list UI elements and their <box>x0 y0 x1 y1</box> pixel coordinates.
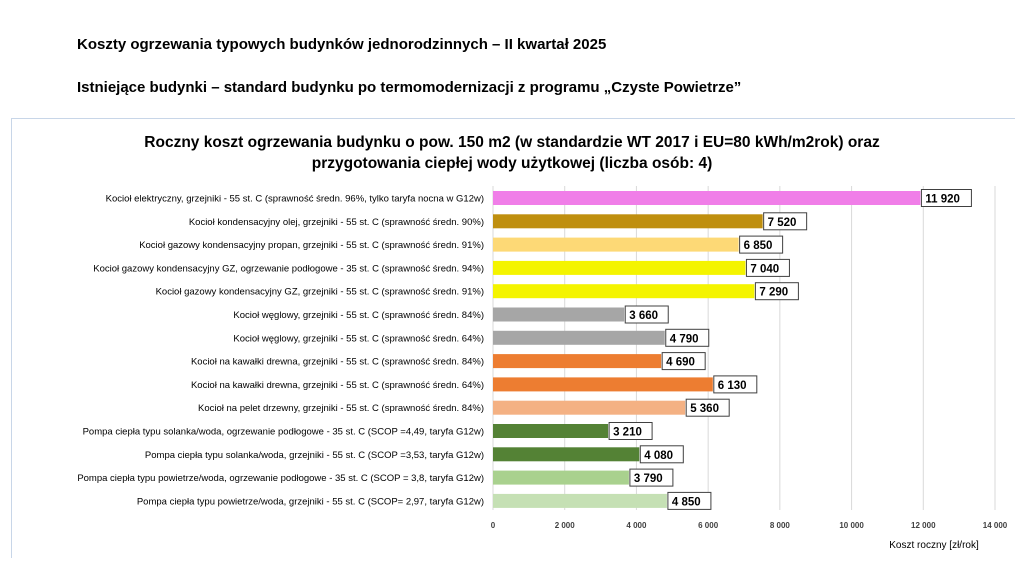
data-label-text: 7 040 <box>750 263 780 276</box>
bar <box>493 191 920 205</box>
bar <box>493 261 745 275</box>
bar <box>493 447 639 461</box>
data-label-text: 3 210 <box>613 426 642 439</box>
x-tick-label: 6 000 <box>698 521 719 530</box>
category-label: Kocioł na kawałki drewna, grzejniki - 55 st. C (sprawność średn. 84%) <box>190 356 484 368</box>
bar <box>493 494 667 508</box>
bars <box>493 191 920 508</box>
category-label: Kocioł na kawałki drewna, grzejniki - 55 st. C (sprawność średn. 64%) <box>190 379 484 391</box>
data-label-text: 6 130 <box>717 379 747 392</box>
category-labels <box>77 194 484 508</box>
data-label-text: 3 660 <box>629 310 659 322</box>
data-label-text: 7 520 <box>767 216 797 229</box>
data-label <box>686 399 729 416</box>
x-tick-labels <box>491 521 1008 530</box>
gridlines <box>493 186 995 510</box>
x-tick-label: 4 000 <box>626 521 647 530</box>
category-label: Kocioł gazowy kondensacyjny propan, grzejniki - 55 st. C (sprawność średn. 91%) <box>139 240 484 252</box>
data-label-text: 4 080 <box>644 449 674 462</box>
data-labels <box>609 190 971 510</box>
data-label <box>668 492 711 509</box>
bar <box>493 284 754 298</box>
data-label <box>609 423 652 440</box>
page-heading: Koszty ogrzewania typowych budynków jednorodzinnych – II kwartał 2025 <box>77 36 607 53</box>
x-tick-label: 8 000 <box>769 521 790 530</box>
x-tick-label: 2 000 <box>554 521 575 530</box>
data-label-text: 4 690 <box>666 356 695 369</box>
bar <box>493 401 685 415</box>
bar <box>493 471 629 485</box>
bar <box>493 331 665 345</box>
data-label-text: 7 290 <box>759 286 789 299</box>
data-label <box>625 306 668 323</box>
bar <box>493 377 713 391</box>
data-label <box>640 446 683 463</box>
category-label: Kocioł węglowy, grzejniki - 55 st. C (sprawność średn. 64%) <box>233 333 484 345</box>
x-tick-label: 10 000 <box>839 521 864 530</box>
bar <box>493 238 739 252</box>
data-label-text: 4 850 <box>671 496 701 509</box>
category-label: Kocioł gazowy kondensacyjny GZ, ogrzewanie podłogowe - 35 st. C (sprawność średn. 94%) <box>93 263 484 275</box>
data-label-text: 11 920 <box>925 193 960 206</box>
data-label-text: 6 850 <box>743 240 773 253</box>
x-axis-label: Koszt roczny [zł/rok] <box>889 540 979 551</box>
category-label: Kocioł na pelet drzewny, grzejniki - 55 st. C (sprawność średn. 84%) <box>197 403 484 415</box>
category-label: Kocioł gazowy kondensacyjny GZ, grzejniki - 55 st. C (sprawność średn. 91%) <box>155 286 484 298</box>
category-label: Kocioł kondensacyjny olej, grzejniki - 55 st. C (sprawność średn. 90%) <box>188 216 484 228</box>
data-label <box>666 329 709 346</box>
data-label-text: 4 790 <box>669 333 699 346</box>
page-subheading: Istniejące budynki – standard budynku po termomodernizacji z programu „Czyste Powietrze” <box>77 79 742 96</box>
data-label <box>630 469 673 486</box>
data-label <box>764 213 807 230</box>
data-label <box>662 353 705 370</box>
category-label: Pompa ciepła typu powietrze/woda, grzejniki - 55 st. C (SCOP= 2,97, taryfa G12w) <box>136 496 484 508</box>
category-label: Pompa ciepła typu solanka/woda, ogrzewanie podłogowe - 35 st. C (SCOP =4,49, taryfa G12w) <box>82 426 484 438</box>
bar <box>493 424 608 438</box>
x-tick-label: 0 <box>490 521 496 530</box>
category-label: Pompa ciepła typu solanka/woda, grzejniki - 55 st. C (SCOP =3,53, taryfa G12w) <box>144 449 484 461</box>
bar <box>493 214 763 228</box>
x-tick-label: 12 000 <box>911 521 936 530</box>
category-label: Kocioł węglowy, grzejniki - 55 st. C (sprawność średn. 84%) <box>233 310 484 321</box>
data-label-text: 5 360 <box>690 403 719 416</box>
data-label <box>746 259 789 276</box>
category-label: Kocioł elektryczny, grzejniki - 55 st. C (sprawność średn. 96%, tylko taryfa nocna w G12w) <box>105 193 484 205</box>
data-label <box>714 376 757 393</box>
data-label <box>740 236 783 253</box>
data-label-text: 3 790 <box>633 473 663 486</box>
data-label <box>755 283 798 300</box>
data-label <box>921 190 971 207</box>
chart-title-line-1: Roczny koszt ogrzewania budynku o pow. 150 m2 (w standardzie WT 2017 i EU=80 kWh/m2rok) oraz <box>144 134 880 151</box>
bar <box>493 308 624 322</box>
bar <box>493 354 661 368</box>
x-tick-label: 14 000 <box>982 521 1008 530</box>
category-label: Pompa ciepła typu powietrze/woda, ogrzewanie podłogowe - 35 st. C (SCOP = 3,8, taryfa G12w) <box>77 473 484 485</box>
chart-title-line-2: przygotowania ciepłej wody użytkowej (liczba osób: 4) <box>311 155 713 172</box>
